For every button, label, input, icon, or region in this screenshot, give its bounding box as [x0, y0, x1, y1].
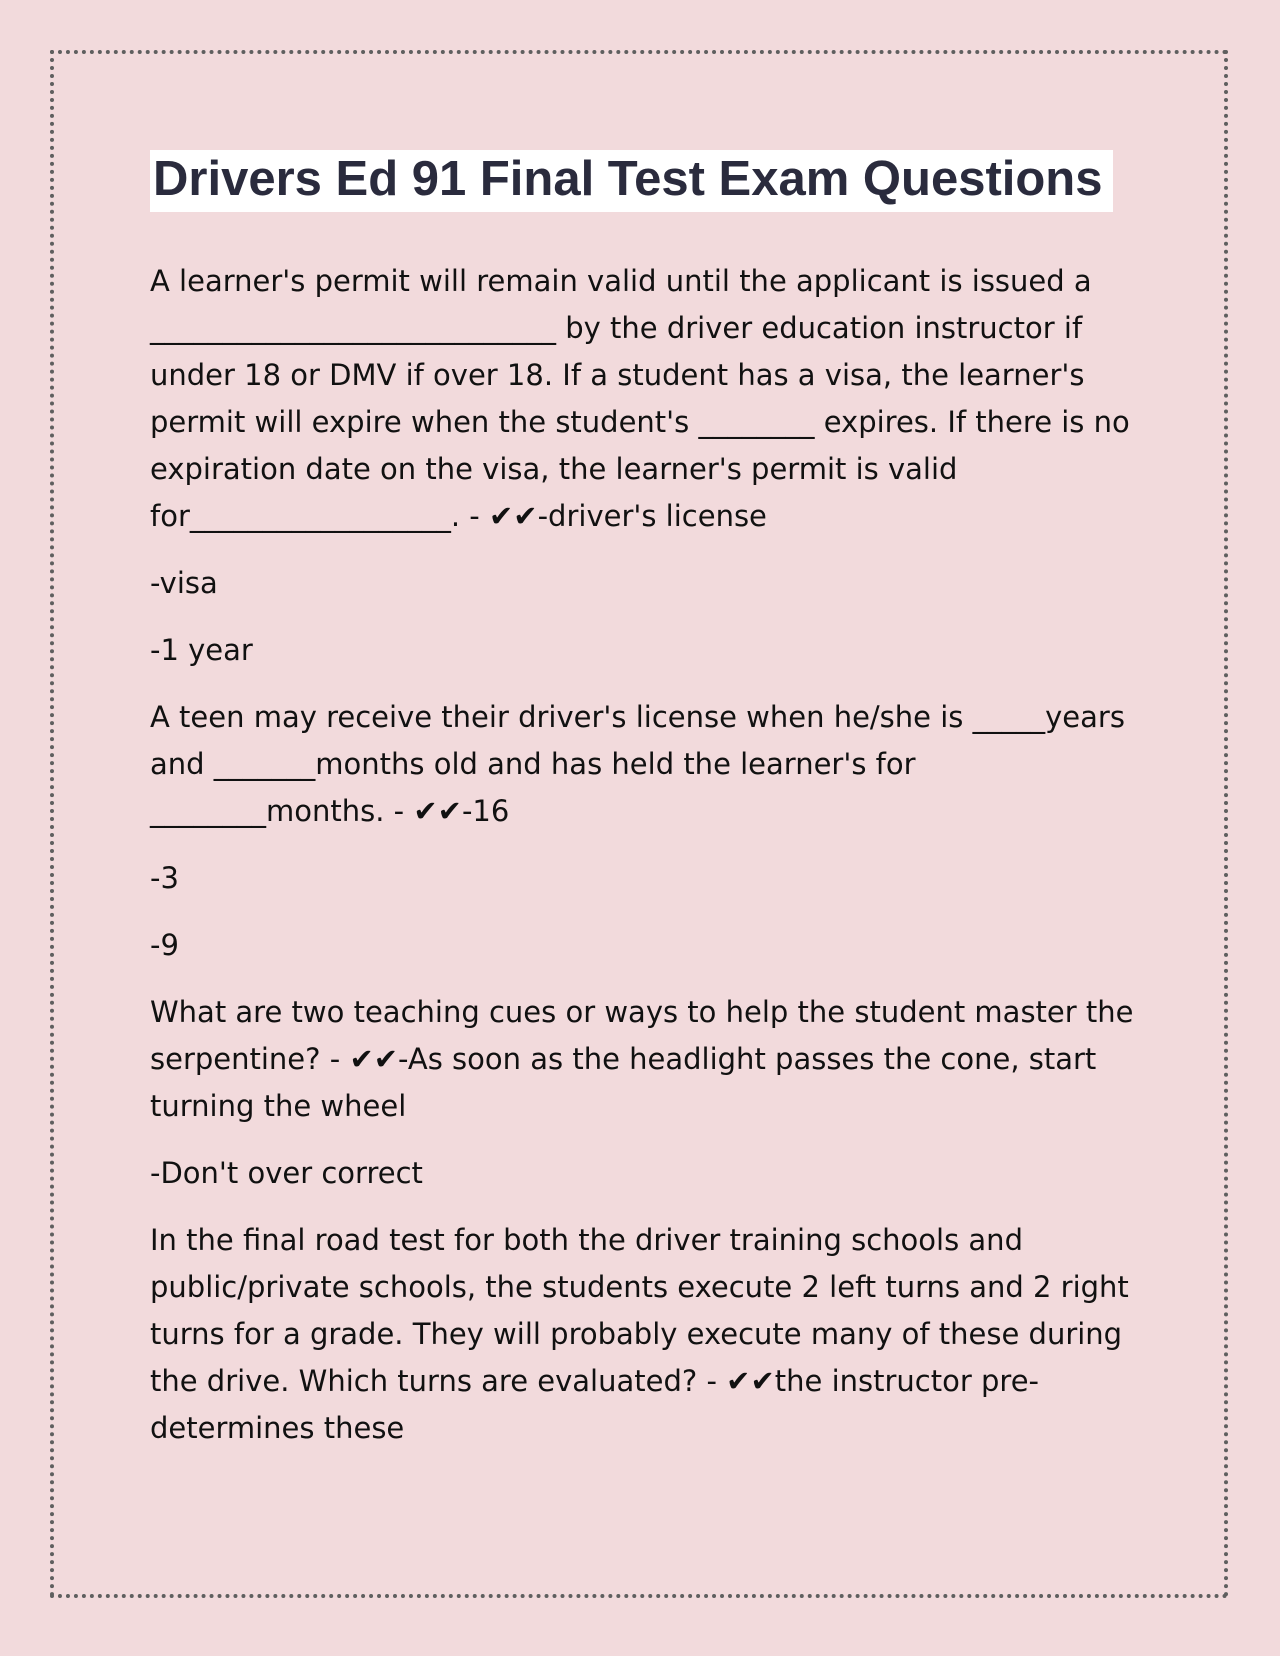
document-title: Drivers Ed 91 Final Test Exam Questions — [150, 150, 1113, 212]
answer-text: -visa — [150, 566, 218, 600]
question-text: A learner's permit will remain valid until the applicant is issued a ____________________________ by the driver education instructor if under 18 or DMV if over 18. If a student has a visa, the learner's permit will expire when the student's ________ expires. If there is no expiration date on the visa, the learner's permit is valid for__________________. - ✔✔-driver's license — [150, 264, 1130, 533]
answer-text: -3 — [150, 861, 179, 895]
question-text: In the final road test for both the driver training schools and public/private schools, the students execute 2 left turns and 2 right turns for a grade. They will probably execute many of these during the drive. Which turns are evaluated? - ✔✔the instructor pre-determines these — [150, 1223, 1129, 1445]
question-list — [150, 258, 1135, 1452]
qa-item-serpentine — [150, 989, 1135, 1197]
qa-item-license-age — [150, 694, 1135, 969]
answer-text: -Don't over correct — [150, 1156, 423, 1190]
question-text: A teen may receive their driver's license when he/she is _____years and _______months old and has held the learner's for ________months. - ✔✔-16 — [150, 700, 1125, 828]
answer-text: -1 year — [150, 633, 253, 667]
document-page — [150, 150, 1135, 1472]
qa-item-learners-permit — [150, 258, 1135, 674]
answer-text: -9 — [150, 928, 179, 962]
question-text: What are two teaching cues or ways to help the student master the serpentine? - ✔✔-As soon as the headlight passes the cone, start turning the wheel — [150, 995, 1134, 1123]
qa-item-road-test-turns — [150, 1217, 1135, 1452]
